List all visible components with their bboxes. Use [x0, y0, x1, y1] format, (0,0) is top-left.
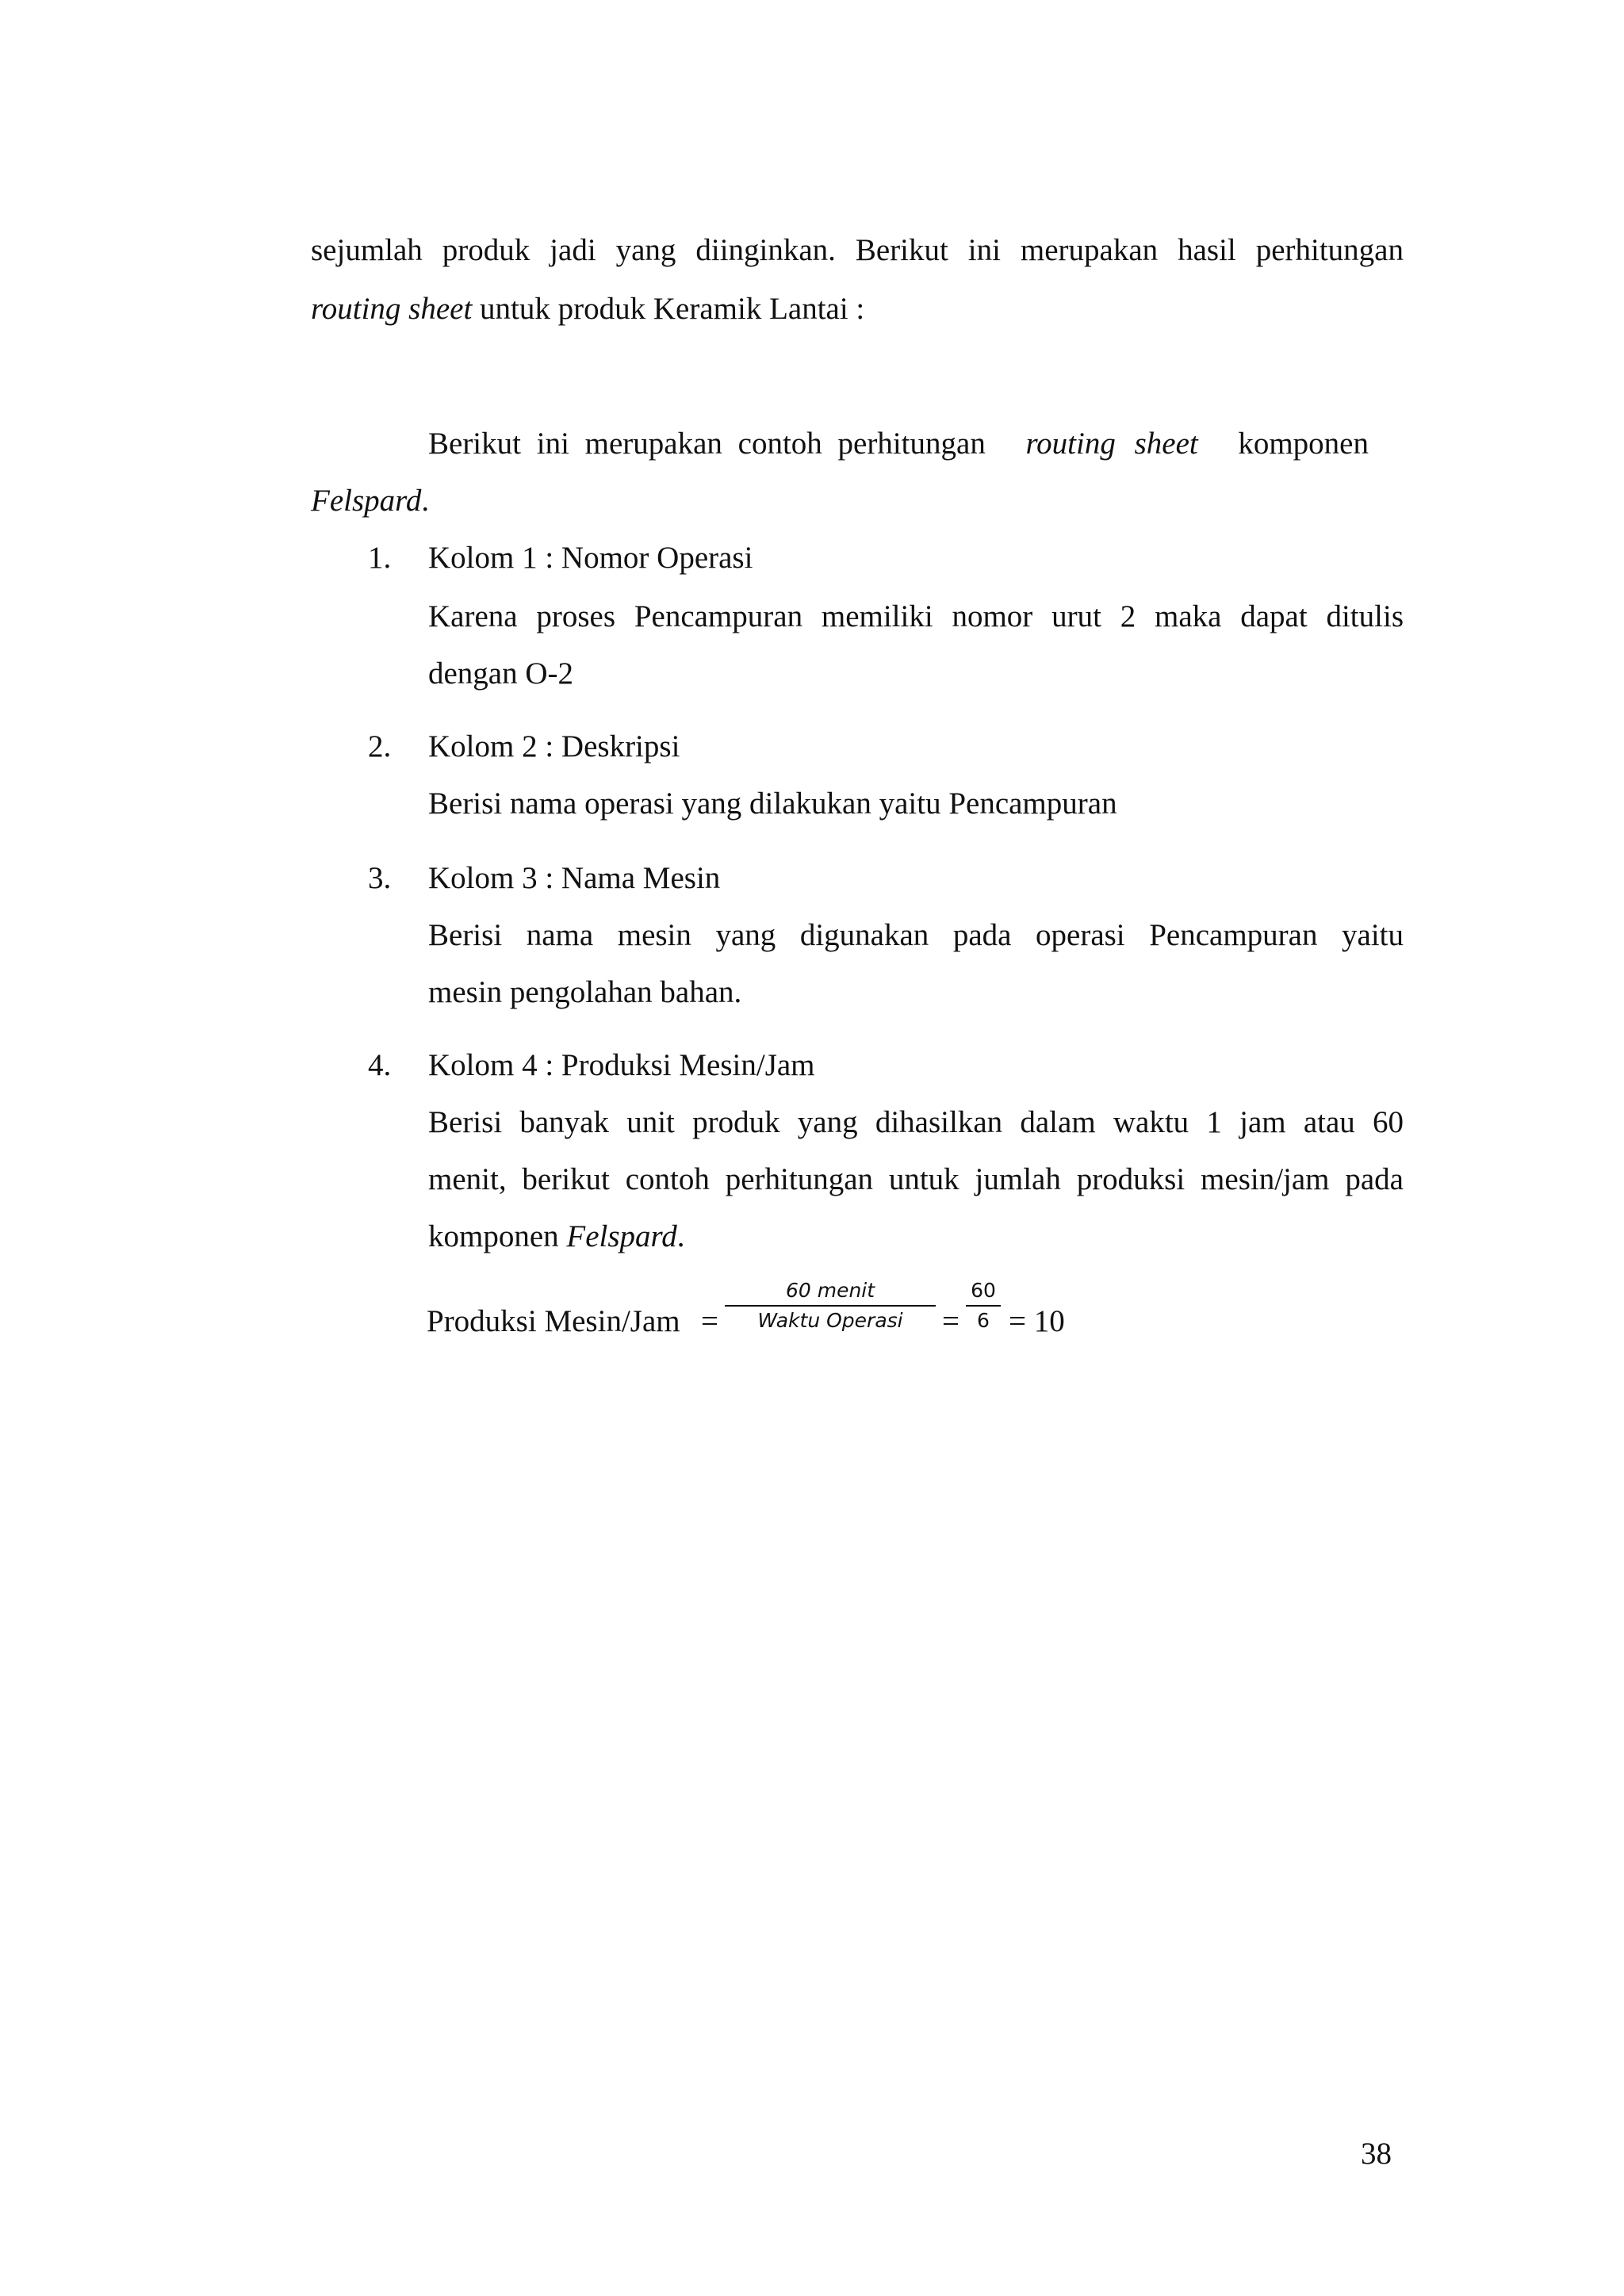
fraction-minutes-over-operation-time: [725, 1278, 936, 1334]
equals-sign: =: [942, 1304, 959, 1338]
paragraph-2-line-1: Berikut ini merupakan contoh perhitungan routing sheet komponen: [428, 427, 1369, 461]
fraction-sixty-over-six: [966, 1278, 1001, 1334]
list-item-body: komponen Felspard.: [428, 1219, 685, 1253]
list-item-body: Karena proses Pencampuran memiliki nomor urut 2 maka dapat ditulis: [428, 599, 1404, 633]
fraction-denominator: Waktu Operasi: [757, 1309, 903, 1332]
list-item-body: Berisi nama mesin yang digunakan pada operasi Pencampuran yaitu: [428, 918, 1404, 952]
fraction-numerator: 60: [971, 1279, 996, 1302]
list-item-number: 3.: [368, 861, 392, 895]
list-item-number: 4.: [368, 1048, 392, 1082]
fraction-denominator: 6: [977, 1309, 990, 1332]
list-item-number: 1.: [368, 541, 392, 575]
fraction-bar: [725, 1305, 936, 1307]
routing-sheet-term: routing sheet: [311, 292, 473, 326]
fraction-numerator: 60 menit: [785, 1279, 875, 1302]
formula-result: = 10: [1009, 1304, 1065, 1338]
paragraph-1-line-2: routing sheet untuk produk Keramik Lantai :: [311, 292, 865, 326]
fraction-bar: [966, 1305, 1001, 1307]
equals-sign: =: [701, 1304, 718, 1338]
list-item-body: Berisi nama operasi yang dilakukan yaitu Pencampuran: [428, 786, 1117, 821]
paragraph-2-line-2: Felspard.: [311, 484, 430, 518]
list-item-heading: Kolom 4 : Produksi Mesin/Jam: [428, 1048, 815, 1082]
list-item-body: Berisi banyak unit produk yang dihasilkan dalam waktu 1 jam atau 60: [428, 1105, 1404, 1139]
list-item-body: menit, berikut contoh perhitungan untuk jumlah produksi mesin/jam pada: [428, 1162, 1404, 1196]
list-item-heading: Kolom 2 : Deskripsi: [428, 729, 680, 763]
page-number: 38: [1361, 2137, 1392, 2171]
list-item-heading: Kolom 3 : Nama Mesin: [428, 861, 721, 895]
paragraph-1-line-1: sejumlah produk jadi yang diinginkan. Berikut ini merupakan hasil perhitungan: [311, 233, 1404, 267]
list-item-body: mesin pengolahan bahan.: [428, 975, 742, 1009]
formula-label: Produksi Mesin/Jam: [427, 1304, 680, 1338]
list-item-heading: Kolom 1 : Nomor Operasi: [428, 541, 753, 575]
list-item-body: dengan O-2: [428, 656, 574, 691]
list-item-number: 2.: [368, 729, 392, 763]
